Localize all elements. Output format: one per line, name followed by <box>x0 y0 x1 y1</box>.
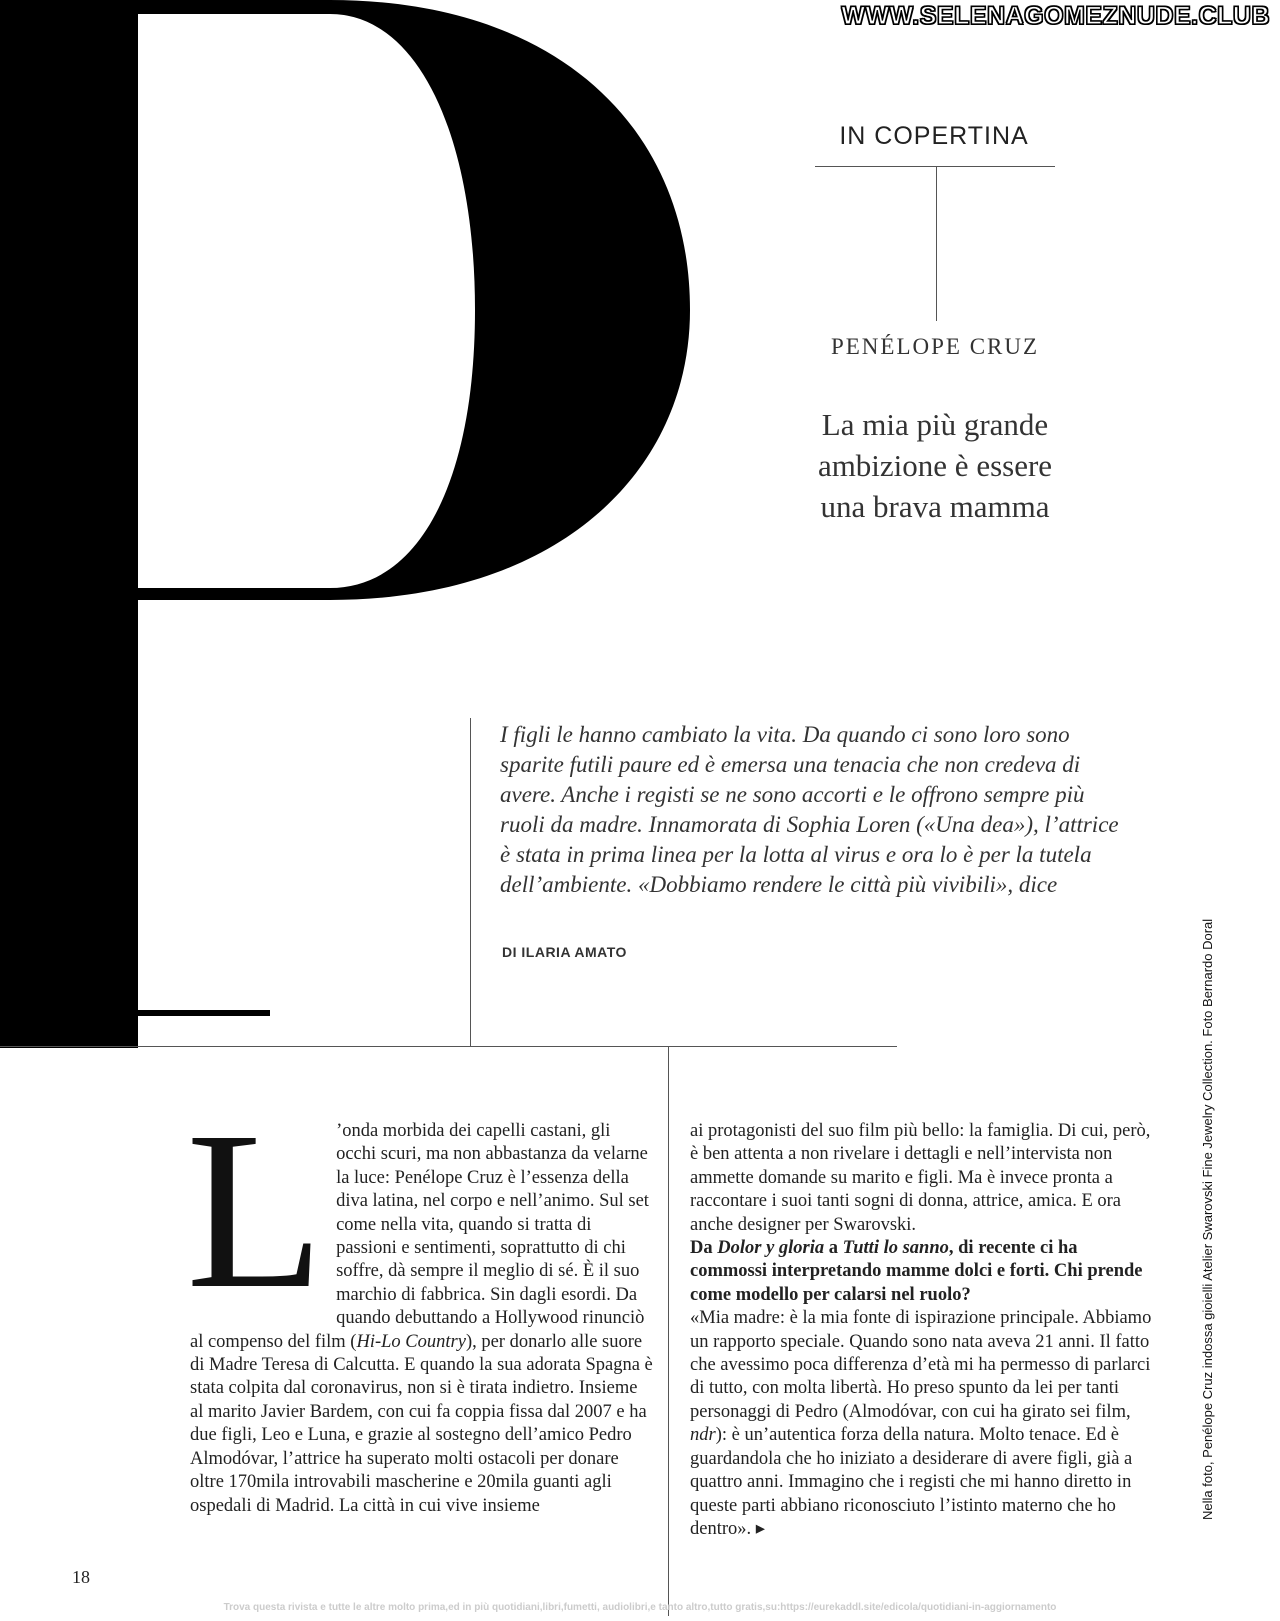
film-title: Hi-Lo Country <box>356 1331 466 1352</box>
main-horizontal-rule <box>0 1046 897 1047</box>
body-text: ), per donarlo alle suore di Madre Teresa di Calcutta. E quando la sua adorata Spagna è stata colpita dal coronavirus, non si è tirata indietro. Insieme al marito Javier Bardem, con cui fa coppia fissa dal 2007 e ha due figli, Leo e Luna, e grazie al sostegno dell’amico Pedro Almodóvar, l’attrice ha superato molti ostacoli per donare oltre 170mila introvabili mascherine e 20mila guanti agli ospedali di Madrid. La città in cui vive insieme <box>190 1331 653 1516</box>
photo-credit: Nella foto, Penélope Cruz indossa gioielli Atelier Swarovski Fine Jewelry Collection. Foto Bernardo Doral <box>1200 918 1215 1520</box>
headline-line: La mia più grande <box>821 407 1049 442</box>
interview-question: Da Dolor y gloria a Tutti lo sanno, di recente ci ha commossi interpretando mamme dolci e forti. Chi prende come modello per calarsi nel ruolo? <box>690 1238 1143 1305</box>
standfirst-line: ruoli da madre. Innamorata di Sophia Loren («Una dea»), l’attrice <box>500 812 1119 837</box>
section-vertical-rule <box>936 166 937 321</box>
subject-name: PENÉLOPE CRUZ <box>830 334 1040 359</box>
standfirst-line: I figli le hanno cambiato la vita. Da quando ci sono loro sono <box>500 722 1070 747</box>
standfirst-line: è stata in prima linea per la lotta al virus e ora lo è per la tutela <box>500 842 1092 867</box>
standfirst-line: dell’ambiente. «Dobbiamo rendere le città più vivibili», dice <box>500 872 1058 897</box>
watermark: WWW.SELENAGOMEZNUDE.CLUB <box>841 2 1270 30</box>
column-divider <box>668 1046 669 1616</box>
editor-note: ndr <box>690 1425 716 1446</box>
continue-arrow-icon: ▸ <box>755 1518 766 1539</box>
body-text: ’onda morbida dei capelli castani, gli occhi scuri, ma non abbastanza da velarne la luce: Penélope Cruz è l’essenza della diva latina, nel corpo e nell’animo. Sul set come nella vita, quando si tratta di passioni e sentimenti, soprattutto di chi soffre, dà sempre il meglio di sé. È il suo marchio di fabbrica. Sin dagli esordi. Da quando debuttando a Hollywood rinunciò al compenso del film ( <box>190 1121 649 1352</box>
section-label: IN COPERTINA <box>839 122 1029 150</box>
film-title: Tutti lo sanno <box>842 1238 949 1259</box>
byline: DI ILARIA AMATO <box>502 944 627 960</box>
footer-note: Trova questa rivista e tutte le altre molto prima,ed in più quotidiani,libri,fumetti, audiolibri,e tanto altro,tutto gratis,su:https://eurekaddl.site/edicola/quotidiani-in-aggiornamento <box>223 1602 1057 1613</box>
interview-answer: «Mia madre: è la mia fonte di ispirazione principale. Abbiamo un rapporto speciale. Quando sono nata aveva 21 anni. Il fatto che avessimo poca differenza d’età mi ha permesso di parlarci di tutto, con molta libertà. Ho preso spunto da lei per tanti personaggi di Pedro (Almodóvar, con cui ha girato sei film, ndr): è un’autentica forza della natura. Molto tenace. Ed è guardandola che ho iniziato a desiderare di avere figli, già a quattro anni. Immagino che i registi che mi hanno diretto in queste parti abbiano riconosciuto l’istinto materno che ho dentro». ▸ <box>690 1308 1152 1539</box>
section-rule <box>815 166 1055 167</box>
article-column-2 <box>690 1120 1155 1541</box>
film-title: Dolor y gloria <box>717 1238 825 1259</box>
standfirst-line: avere. Anche i registi se ne sono accorti e le offrono sempre più <box>500 782 1085 807</box>
page-number: 18 <box>72 1567 90 1587</box>
standfirst-vertical-rule <box>470 718 471 1046</box>
drop-cap: L <box>186 1085 325 1335</box>
body-paragraph: ai protagonisti del suo film più bello: la famiglia. Di cui, però, è ben attenta a non rivelare i dettagli e nell’intervista non ammette domande su marito e figli. Ma è invece pronta a raccontare i suoi tanti sogni di donna, attrice, amica. E ora anche designer per Swarovski. <box>690 1121 1151 1235</box>
headline-line: ambizione è essere <box>817 448 1053 483</box>
headline <box>770 404 1100 527</box>
headline-line: una brava mamma <box>820 489 1050 524</box>
article-column-1 <box>186 1085 655 1518</box>
standfirst <box>500 720 1160 900</box>
standfirst-line: sparite futili paure ed è emersa una tenacia che non credeva di <box>500 752 1081 777</box>
